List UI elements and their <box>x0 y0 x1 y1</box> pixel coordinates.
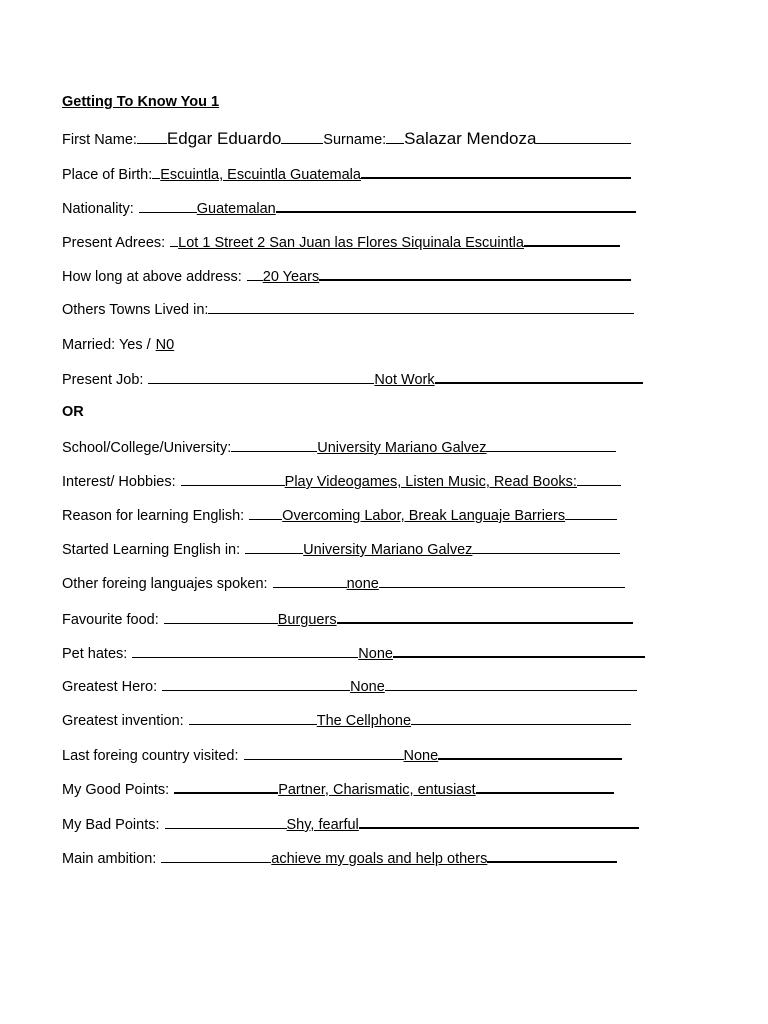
underline-blank <box>148 369 374 384</box>
underline-blank <box>247 266 263 281</box>
greatest-hero-value: None <box>350 679 385 695</box>
first-name-label: First Name: <box>62 132 137 148</box>
row-favourite-food <box>62 608 660 630</box>
married-value: N0 <box>155 337 175 353</box>
started-value: University Mariano Galvez <box>303 542 473 558</box>
underline-blank <box>137 129 167 144</box>
school-value: University Mariano Galvez <box>317 440 487 456</box>
underline-blank <box>152 164 160 179</box>
row-school <box>62 437 660 459</box>
row-started <box>62 539 660 561</box>
present-address-value: Lot 1 Street 2 San Juan las Flores Siquinala Escuintla <box>178 235 524 251</box>
underline-blank <box>132 643 358 658</box>
underline-blank <box>385 676 637 691</box>
document-title: Getting To Know You 1 <box>62 94 220 110</box>
row-last-country <box>62 744 660 766</box>
place-of-birth-label: Place of Birth: <box>62 167 153 183</box>
row-married <box>62 334 660 356</box>
how-long-value: 20 Years <box>262 269 320 285</box>
greatest-invention-label: Greatest invention: <box>62 713 184 729</box>
ambition-label: Main ambition: <box>62 851 157 867</box>
row-greatest-invention <box>62 710 660 732</box>
surname-label: Surname: <box>323 132 387 148</box>
nationality-value: Guatemalan <box>196 201 276 217</box>
row-bad-points <box>62 813 660 835</box>
row-main-ambition <box>62 847 660 869</box>
underline-blank <box>181 471 285 486</box>
underline-blank <box>189 710 317 725</box>
underline-blank <box>386 129 404 144</box>
row-other-languages <box>62 573 660 595</box>
other-languages-value: none <box>346 576 379 592</box>
row-present-job <box>62 368 660 390</box>
school-label: School/College/University: <box>62 440 232 456</box>
row-good-points <box>62 778 660 800</box>
underline-blank <box>472 539 620 554</box>
underline-blank <box>565 505 617 520</box>
row-how-long <box>62 265 660 287</box>
underline-blank <box>393 642 645 658</box>
bad-points-label: My Bad Points: <box>62 817 160 833</box>
underline-blank <box>170 232 178 247</box>
good-points-value: Partner, Charismatic, entusiast <box>278 782 476 798</box>
underline-blank <box>359 813 639 829</box>
first-name-value: Edgar Eduardo <box>167 128 281 150</box>
underline-blank <box>577 471 621 486</box>
other-towns-label: Others Towns Lived in: <box>62 302 209 318</box>
place-of-birth-value: Escuintla, Escuintla Guatemala <box>160 167 361 183</box>
underline-blank <box>161 848 271 863</box>
row-reason <box>62 505 660 527</box>
or-separator: OR <box>62 404 84 420</box>
row-greatest-hero <box>62 676 660 698</box>
underline-blank <box>231 437 317 452</box>
good-points-label: My Good Points: <box>62 782 170 798</box>
greatest-hero-label: Greatest Hero: <box>62 679 158 695</box>
underline-blank <box>245 539 303 554</box>
underline-blank <box>208 299 634 314</box>
interests-label: Interest/ Hobbies: <box>62 474 176 490</box>
how-long-label: How long at above address: <box>62 269 242 285</box>
present-address-label: Present Adrees: <box>62 235 166 251</box>
interests-value: Play Videogames, Listen Music, Read Books: <box>284 474 577 490</box>
present-job-value: Not Work <box>374 372 435 388</box>
underline-blank <box>487 847 617 863</box>
row-nationality <box>62 197 660 219</box>
underline-blank <box>319 265 631 281</box>
underline-blank <box>476 778 614 794</box>
greatest-invention-value: The Cellphone <box>316 713 412 729</box>
pet-hates-value: None <box>358 646 393 662</box>
row-interests <box>62 471 660 493</box>
surname-value: Salazar Mendoza <box>404 128 536 150</box>
nationality-label: Nationality: <box>62 201 134 217</box>
last-country-label: Last foreing country visited: <box>62 748 239 764</box>
underline-blank <box>164 609 278 624</box>
favourite-food-label: Favourite food: <box>62 612 159 628</box>
underline-blank <box>337 608 633 624</box>
row-pet-hates <box>62 642 660 664</box>
underline-blank <box>165 814 287 829</box>
underline-blank <box>486 437 616 452</box>
row-present-address <box>62 231 660 253</box>
present-job-label: Present Job: <box>62 372 144 388</box>
underline-blank <box>249 505 282 520</box>
underline-blank <box>273 573 347 588</box>
underline-blank <box>281 129 323 144</box>
favourite-food-value: Burguers <box>277 612 337 628</box>
row-place-of-birth <box>62 163 660 185</box>
underline-blank <box>244 745 404 760</box>
reason-label: Reason for learning English: <box>62 508 245 524</box>
underline-blank <box>139 198 197 213</box>
underline-blank <box>361 163 631 179</box>
underline-blank <box>435 368 643 384</box>
started-label: Started Learning English in: <box>62 542 241 558</box>
underline-blank <box>536 129 631 144</box>
married-label: Married: Yes / <box>62 337 151 353</box>
underline-blank <box>524 231 620 247</box>
underline-blank <box>162 676 350 691</box>
pet-hates-label: Pet hates: <box>62 646 128 662</box>
reason-value: Overcoming Labor, Break Languaje Barriers <box>282 508 566 524</box>
last-country-value: None <box>403 748 439 764</box>
row-name <box>62 128 660 150</box>
row-other-towns <box>62 299 660 321</box>
underline-blank <box>379 573 625 588</box>
underline-blank <box>411 710 631 725</box>
other-languages-label: Other foreing languajes spoken: <box>62 576 268 592</box>
underline-blank <box>276 197 636 213</box>
underline-blank <box>438 744 622 760</box>
bad-points-value: Shy, fearful <box>286 817 359 833</box>
underline-blank <box>174 778 278 794</box>
ambition-value: achieve my goals and help others <box>271 851 488 867</box>
